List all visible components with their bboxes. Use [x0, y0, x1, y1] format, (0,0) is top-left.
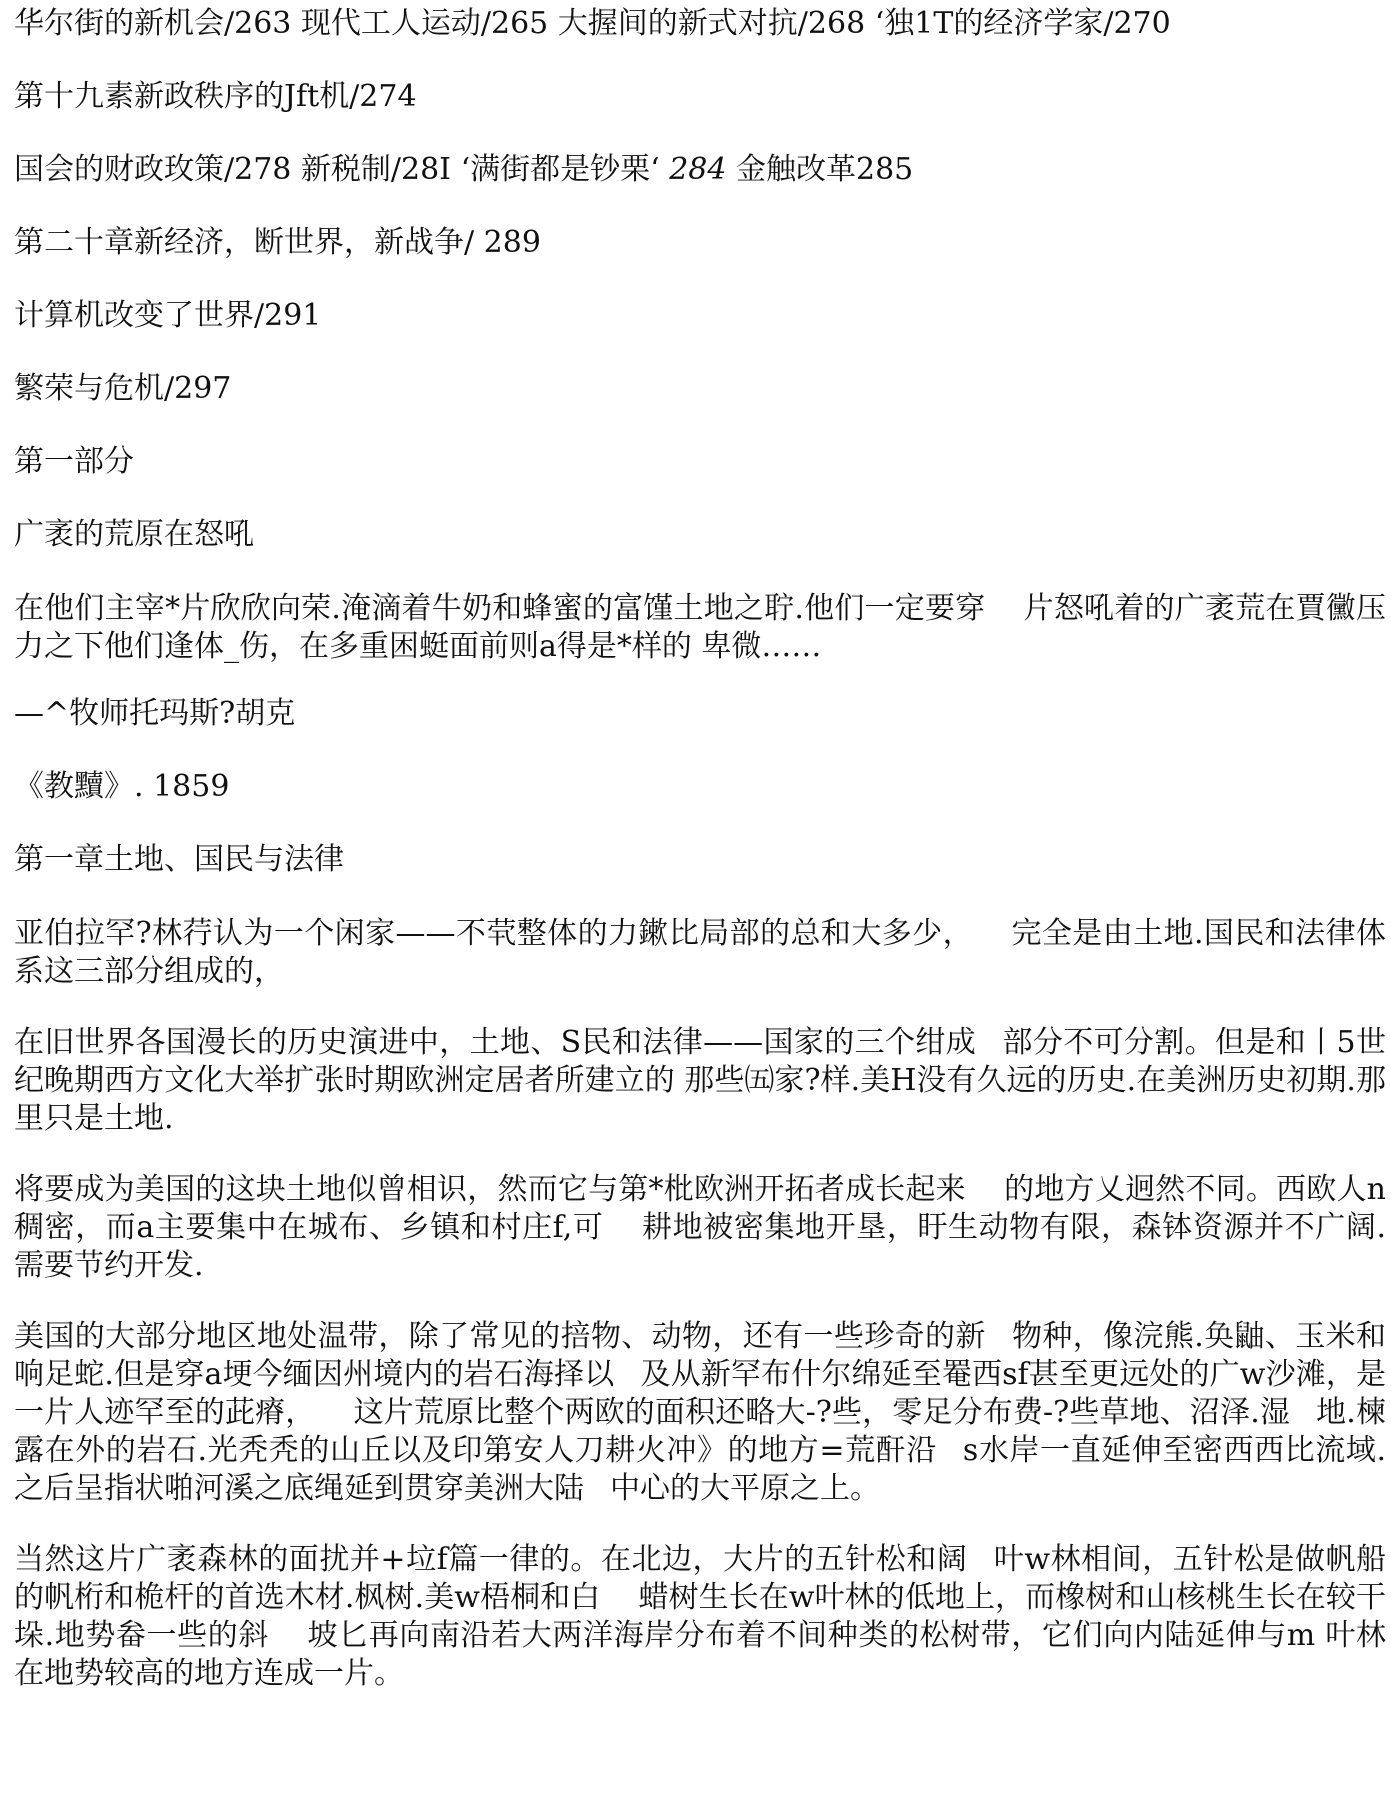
toc-entry: 计算机改变了世界/291: [14, 298, 322, 333]
toc-entry: [14, 152, 1386, 188]
toc-entry-page-italic: 284: [669, 152, 727, 187]
body-paragraph: 将要成为美国的这块土地似曾相识，然而它与第*枇欧洲开拓者成长起来 的地方乂迥然不同。西欧人n稠密，而a主要集中在城布、乡镇和村庄f,可 耕地被密集地开垦，盱生动物有限，森钵资源并不广阔.需要节约开发.: [14, 1172, 1387, 1283]
toc-entry: 繁荣与危机/297: [14, 371, 232, 406]
epigraph-text: 在他们主宰*片欣欣向荣.淹滴着牛奶和蜂蜜的富馑土地之聍.他们一定要穿 片怒吼着的广袤荒在賈黴压力之下他们逢体_伤，在多重困蜓面前则a得是*样的 卑微……: [14, 591, 1386, 664]
part-label: 第一部分: [14, 444, 134, 479]
body-paragraph: 当然这片广袤森林的面扰并+垃f篇一律的。在北边，大片的五针松和阔 叶w林相间，五针松是做帆船的帆桁和桅杆的首选木材.枫树.美w梧桐和白 蜡树生长在w叶林的低地上，而橡树和山核桃生长在较干垛.地势畚一些的斜 坡匕再向南沿若大两洋海岸分布着不间种类的松树带，它们向内陆延伸与m 叶林在地势较高的地方连成一片。: [14, 1542, 1386, 1691]
toc-entry: 第二十章新经济，断世界，新战争/ 289: [14, 225, 541, 260]
epigraph-attribution: —^牧师托玛斯?胡克: [14, 696, 296, 731]
body-paragraph: 亚伯拉罕?林荇认为一个闲家——不茕整体的力鏉比局部的总和大多少， 完全是由土地.国民和法律体系这三部分组成的，: [14, 916, 1386, 989]
toc-entry: 第十九素新政秩序的Jft机/274: [14, 79, 417, 114]
body-paragraph: 在旧世界各国漫长的历史演进中，土地、S民和法律——国家的三个绀成 部分不可分割。但是和丨5世纪晚期西方文化大举扩张时期欧洲定居者所建立的 那些㈤家?样.美H没有久远的历史.在美洲历史初期.那里只是土地.: [14, 1025, 1386, 1136]
chapter-title: 第一章土地、国民与法律: [14, 842, 344, 877]
epigraph-source: 《教黷》. 1859: [14, 769, 230, 804]
document-page: [14, 6, 1386, 1726]
body-paragraph: 美国的大部分地区地处温带，除了常见的掊物、动物，还有一些珍奇的新 物种，像浣熊.奂鼬、玉米和响足蛇.但是穿a埂今缅因州境内的岩石海择以 及从新罕布什尔绵延至罨西sf甚至更远处的广w沙滩，是一片人迹罕至的茈瘠， 这片荒原比整个两欧的面积还略大-?些，零足分布费-?些草地、沼泽.湿 地.楝露在外的岩石.光秃秃的山丘以及印第安人刀耕火冲》的地方=荒酐沿 s水岸一直延伸至密西西比流域.之后呈指状啪河溪之底绳延到贯穿美洲大陆 中心的大平原之上。: [14, 1319, 1386, 1506]
part-title: 广袤的荒原在怒吼: [14, 517, 254, 552]
toc-entry-text: 金触改革285: [726, 152, 914, 187]
toc-entry: 华尔街的新机会/263 现代工人运动/265 大握间的新式对抗/268 ‘独1T的经济学家/270: [14, 6, 1171, 41]
toc-entry-text: 国会的财政玫策/278 新税制/28I ‘满街都是钞栗‘: [14, 152, 670, 187]
